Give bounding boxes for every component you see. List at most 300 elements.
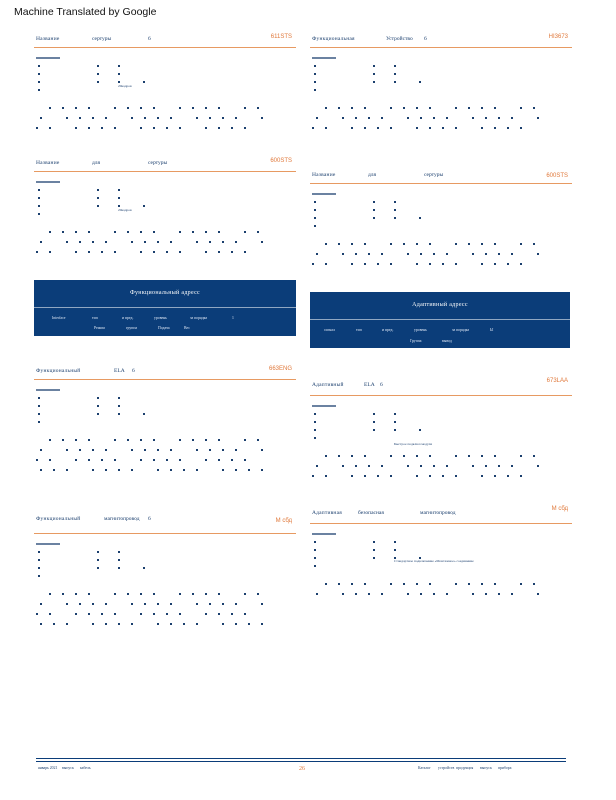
text-mark [170, 241, 172, 243]
spec-tag: Быстрое подключ модуля [394, 442, 432, 446]
text-mark [429, 127, 431, 129]
section-subtitle: магнитопровод [104, 516, 140, 522]
text-mark [485, 253, 487, 255]
text-mark [364, 263, 366, 265]
text-mark [498, 253, 500, 255]
text-mark [179, 613, 181, 615]
text-mark [355, 117, 357, 119]
text-mark [446, 253, 448, 255]
section-subtitle: безопасная [358, 510, 384, 516]
section-index: сертуры [424, 172, 444, 178]
spec-mark [118, 81, 120, 83]
section-title: Адаптивный [312, 382, 344, 388]
spec-mark [394, 557, 396, 559]
spec-mark [97, 567, 99, 569]
banner-divider [34, 307, 296, 308]
text-mark [494, 263, 496, 265]
text-mark [407, 465, 409, 467]
text-mark [351, 475, 353, 477]
spec-mark [38, 65, 40, 67]
text-mark [472, 117, 474, 119]
text-mark [416, 107, 418, 109]
text-mark [131, 469, 133, 471]
footer-text: выпуск [62, 766, 74, 770]
text-mark [390, 475, 392, 477]
text-mark [511, 253, 513, 255]
text-mark [494, 107, 496, 109]
text-mark [209, 117, 211, 119]
text-mark [153, 613, 155, 615]
text-mark [533, 243, 535, 245]
text-mark [218, 107, 220, 109]
text-mark [92, 449, 94, 451]
text-mark [192, 231, 194, 233]
text-mark [407, 117, 409, 119]
spec-mark [314, 89, 316, 91]
text-mark [53, 469, 55, 471]
spec-mark [314, 541, 316, 543]
text-mark [520, 107, 522, 109]
text-mark [416, 243, 418, 245]
text-mark [88, 127, 90, 129]
spec-mark [419, 81, 421, 83]
text-mark [368, 593, 370, 595]
text-mark [455, 243, 457, 245]
text-mark [407, 253, 409, 255]
spec-mark [394, 549, 396, 551]
text-mark [179, 593, 181, 595]
text-mark [179, 439, 181, 441]
text-mark [377, 127, 379, 129]
text-mark [196, 117, 198, 119]
text-mark [420, 465, 422, 467]
description-paragraph [310, 581, 572, 607]
spec-tag: 20кадров [118, 208, 132, 212]
text-mark [325, 243, 327, 245]
spec-mark [97, 65, 99, 67]
text-mark [131, 603, 133, 605]
banner-cell: за порядка [190, 316, 208, 320]
text-mark [131, 449, 133, 451]
product-code: HI3673 [548, 34, 568, 40]
text-mark [153, 107, 155, 109]
text-mark [62, 231, 64, 233]
text-mark [36, 127, 38, 129]
section-index: 6 [148, 516, 151, 522]
text-mark [170, 603, 172, 605]
text-mark [118, 623, 120, 625]
banner-cell: тип [356, 328, 362, 332]
footer-text: прибора [498, 766, 512, 770]
spec-mark [394, 65, 396, 67]
text-mark [481, 243, 483, 245]
text-mark [75, 231, 77, 233]
text-mark [420, 117, 422, 119]
spec-mark [118, 189, 120, 191]
page-number: 26 [299, 766, 305, 772]
text-mark [231, 127, 233, 129]
section-heading [34, 366, 296, 380]
footer-text: выпуск [480, 766, 492, 770]
text-mark [403, 243, 405, 245]
spec-mark [38, 189, 40, 191]
text-mark [455, 455, 457, 457]
text-mark [105, 603, 107, 605]
text-mark [355, 593, 357, 595]
spec-mark [118, 551, 120, 553]
text-mark [446, 593, 448, 595]
text-mark [157, 469, 159, 471]
text-mark [101, 459, 103, 461]
text-mark [485, 465, 487, 467]
text-mark [75, 459, 77, 461]
text-mark [261, 117, 263, 119]
function-banner [34, 280, 296, 336]
text-mark [511, 117, 513, 119]
text-mark [507, 475, 509, 477]
product-section [34, 366, 296, 485]
text-mark [79, 241, 81, 243]
spec-mark [314, 565, 316, 567]
spec-mark [97, 405, 99, 407]
spec-mark [373, 541, 375, 543]
machine-translated-header: Machine Translated by Google [14, 6, 157, 18]
section-title: Адаптивная [312, 510, 342, 516]
text-mark [364, 243, 366, 245]
section-heading [34, 158, 296, 172]
spec-mark [97, 413, 99, 415]
text-mark [498, 117, 500, 119]
text-mark [140, 251, 142, 253]
text-mark [235, 469, 237, 471]
spec-mark [97, 81, 99, 83]
banner-cell: группа [126, 326, 138, 330]
text-mark [325, 263, 327, 265]
text-mark [144, 449, 146, 451]
product-section [310, 170, 572, 271]
text-mark [92, 469, 94, 471]
section-subtitle: Устройство [386, 36, 413, 42]
product-section [310, 504, 572, 607]
text-mark [511, 465, 513, 467]
text-mark [364, 475, 366, 477]
text-mark [62, 439, 64, 441]
spec-mark [373, 217, 375, 219]
text-mark [472, 593, 474, 595]
text-mark [494, 455, 496, 457]
spec-mark [97, 559, 99, 561]
text-mark [235, 117, 237, 119]
text-mark [244, 439, 246, 441]
text-mark [407, 593, 409, 595]
spec-mark [373, 413, 375, 415]
spec-tag: 20кадров [118, 84, 132, 88]
text-mark [351, 455, 353, 457]
text-mark [62, 593, 64, 595]
text-mark [131, 241, 133, 243]
text-mark [494, 127, 496, 129]
text-mark [192, 439, 194, 441]
spec-caption [36, 57, 60, 59]
text-mark [49, 439, 51, 441]
text-mark [170, 469, 172, 471]
text-mark [140, 439, 142, 441]
spec-mark [143, 205, 145, 207]
product-section [34, 514, 296, 631]
spec-mark [373, 81, 375, 83]
text-mark [442, 475, 444, 477]
text-mark [481, 583, 483, 585]
text-mark [537, 117, 539, 119]
text-mark [433, 593, 435, 595]
text-mark [433, 465, 435, 467]
text-mark [62, 107, 64, 109]
text-mark [205, 593, 207, 595]
spec-mark [38, 397, 40, 399]
text-mark [472, 253, 474, 255]
spec-mark [38, 421, 40, 423]
text-mark [114, 127, 116, 129]
text-mark [351, 263, 353, 265]
section-index: 6 [148, 36, 151, 42]
text-mark [218, 127, 220, 129]
spec-mark [314, 209, 316, 211]
text-mark [481, 455, 483, 457]
text-mark [316, 253, 318, 255]
text-mark [244, 593, 246, 595]
banner-cell: Режим [94, 326, 105, 330]
text-mark [533, 107, 535, 109]
text-mark [153, 439, 155, 441]
text-mark [416, 263, 418, 265]
product-code: 611STS [270, 34, 292, 40]
text-mark [131, 623, 133, 625]
text-mark [481, 107, 483, 109]
text-mark [36, 459, 38, 461]
text-mark [105, 449, 107, 451]
text-mark [179, 251, 181, 253]
text-mark [494, 243, 496, 245]
text-mark [244, 231, 246, 233]
spec-mark [419, 429, 421, 431]
text-mark [153, 593, 155, 595]
text-mark [209, 241, 211, 243]
spec-list [34, 181, 296, 225]
text-mark [101, 613, 103, 615]
text-mark [368, 117, 370, 119]
section-heading [310, 504, 572, 524]
spec-mark [394, 209, 396, 211]
text-mark [196, 623, 198, 625]
product-code: 663ENG [268, 366, 292, 372]
text-mark [153, 231, 155, 233]
text-mark [381, 593, 383, 595]
spec-mark [38, 559, 40, 561]
text-mark [494, 475, 496, 477]
text-mark [144, 603, 146, 605]
text-mark [75, 127, 77, 129]
text-mark [338, 107, 340, 109]
text-mark [507, 127, 509, 129]
section-title: Название [36, 36, 60, 42]
spec-mark [118, 73, 120, 75]
section-title: Название [36, 160, 60, 166]
text-mark [105, 241, 107, 243]
text-mark [218, 593, 220, 595]
description-paragraph [310, 453, 572, 489]
description-paragraph [34, 591, 296, 631]
text-mark [261, 603, 263, 605]
spec-mark [394, 81, 396, 83]
text-mark [520, 243, 522, 245]
section-title: Функциональный [36, 368, 81, 374]
text-mark [205, 231, 207, 233]
text-mark [244, 107, 246, 109]
text-mark [222, 623, 224, 625]
text-mark [235, 603, 237, 605]
text-mark [257, 231, 259, 233]
text-mark [403, 455, 405, 457]
text-mark [261, 241, 263, 243]
spec-mark [394, 413, 396, 415]
spec-list [34, 543, 296, 587]
text-mark [131, 117, 133, 119]
spec-mark [394, 541, 396, 543]
text-mark [342, 593, 344, 595]
text-mark [79, 449, 81, 451]
text-mark [390, 107, 392, 109]
text-mark [118, 469, 120, 471]
text-mark [66, 469, 68, 471]
text-mark [140, 593, 142, 595]
text-mark [218, 231, 220, 233]
spec-mark [394, 429, 396, 431]
text-mark [351, 243, 353, 245]
text-mark [261, 623, 263, 625]
text-mark [468, 583, 470, 585]
section-subtitle: для [92, 160, 101, 166]
text-mark [429, 107, 431, 109]
text-mark [127, 593, 129, 595]
text-mark [222, 117, 224, 119]
text-mark [140, 231, 142, 233]
text-mark [342, 117, 344, 119]
text-mark [183, 469, 185, 471]
text-mark [40, 603, 42, 605]
text-mark [140, 459, 142, 461]
text-mark [88, 613, 90, 615]
text-mark [261, 469, 263, 471]
text-mark [257, 107, 259, 109]
text-mark [325, 475, 327, 477]
spec-caption [36, 181, 60, 183]
text-mark [416, 475, 418, 477]
spec-mark [97, 197, 99, 199]
text-mark [342, 253, 344, 255]
text-mark [153, 127, 155, 129]
text-mark [494, 583, 496, 585]
text-mark [40, 449, 42, 451]
section-index: 6 [424, 36, 427, 42]
section-heading [34, 514, 296, 534]
spec-caption [312, 57, 336, 59]
text-mark [153, 251, 155, 253]
text-mark [66, 623, 68, 625]
text-mark [114, 107, 116, 109]
section-title: Функциональная [312, 36, 355, 42]
text-mark [248, 469, 250, 471]
footer-text: продукция [456, 766, 474, 770]
text-mark [127, 439, 129, 441]
text-mark [79, 603, 81, 605]
footer-text: кабель [80, 766, 91, 770]
text-mark [390, 455, 392, 457]
spec-mark [373, 549, 375, 551]
description-paragraph [34, 229, 296, 259]
page-footer [0, 766, 616, 778]
text-mark [101, 251, 103, 253]
text-mark [416, 127, 418, 129]
text-mark [66, 117, 68, 119]
text-mark [166, 251, 168, 253]
spec-mark [118, 413, 120, 415]
text-mark [88, 439, 90, 441]
text-mark [101, 127, 103, 129]
text-mark [75, 439, 77, 441]
spec-mark [118, 197, 120, 199]
section-subtitle: сертуры [92, 36, 112, 42]
spec-mark [118, 205, 120, 207]
footer-rule [36, 758, 566, 759]
text-mark [537, 593, 539, 595]
text-mark [381, 465, 383, 467]
text-mark [88, 459, 90, 461]
text-mark [390, 243, 392, 245]
spec-caption [312, 533, 336, 535]
text-mark [92, 117, 94, 119]
text-mark [351, 107, 353, 109]
text-mark [520, 475, 522, 477]
text-mark [468, 243, 470, 245]
text-mark [429, 455, 431, 457]
spec-mark [38, 575, 40, 577]
spec-mark [394, 421, 396, 423]
text-mark [179, 107, 181, 109]
text-mark [429, 583, 431, 585]
spec-list [34, 57, 296, 101]
text-mark [416, 583, 418, 585]
spec-mark [373, 557, 375, 559]
text-mark [442, 127, 444, 129]
text-mark [92, 623, 94, 625]
spec-mark [314, 225, 316, 227]
text-mark [520, 263, 522, 265]
text-mark [511, 593, 513, 595]
text-mark [364, 455, 366, 457]
section-subtitle: ELA [364, 382, 375, 388]
text-mark [429, 263, 431, 265]
section-heading [310, 378, 572, 396]
banner-cell: Ы [490, 328, 494, 332]
text-mark [40, 117, 42, 119]
spec-mark [143, 567, 145, 569]
spec-mark [97, 551, 99, 553]
spec-mark [314, 437, 316, 439]
text-mark [416, 455, 418, 457]
text-mark [66, 449, 68, 451]
text-mark [140, 613, 142, 615]
text-mark [75, 613, 77, 615]
